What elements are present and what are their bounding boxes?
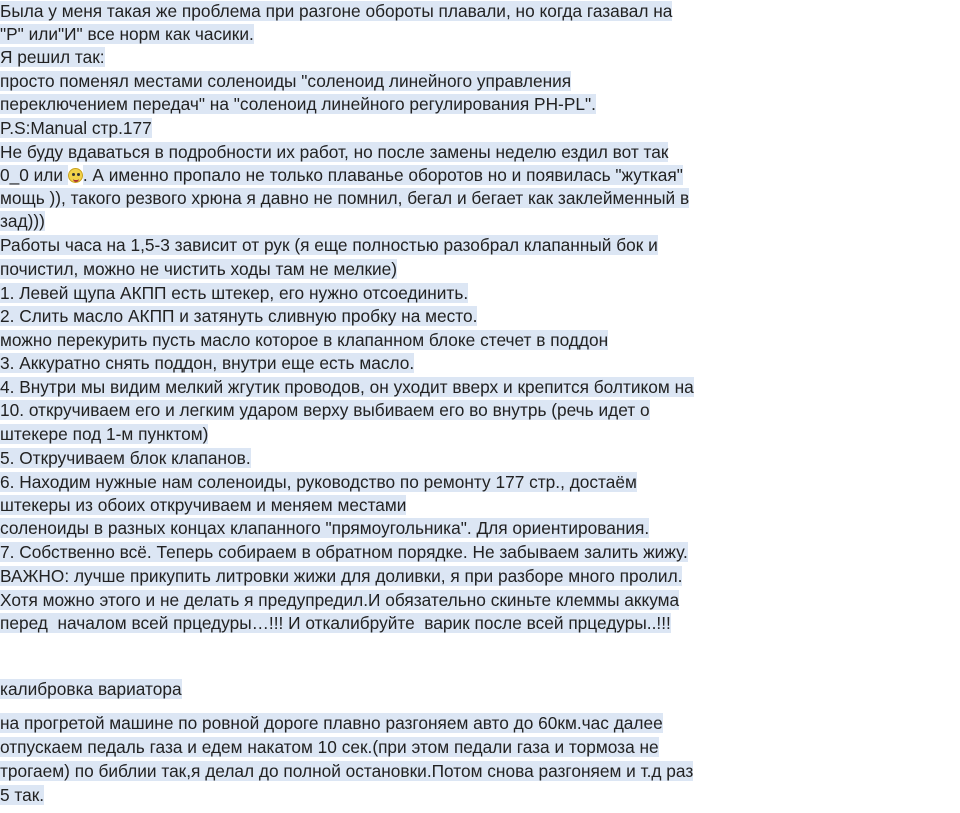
text-line: соленоиды в разных концах клапанного "прямоугольника". Для ориентирования. [0,518,650,538]
text-line: на прогретой машине по ровной дороге плавно разгоняем авто до 60км.час далее [0,713,663,733]
text-line: Не буду вдаваться в подробности их работ, но после замены неделю ездил вот так [0,142,669,162]
text-line: 10. откручиваем его и легким ударом верху выбиваем его во внутрь (речь идет о [0,400,650,420]
text-line: 5. Откручиваем блок клапанов. [0,448,251,468]
text-line: 4. Внутри мы видим мелкий жгутик проводов, он уходит вверх и крепится болтиком на [0,377,694,397]
text-line: Работы часа на 1,5-3 зависит от рук (я еще полностью разобрал клапанный бок и [0,235,658,255]
text-line: 0_0 или . А именно пропало не только плаванье оборотов но и появилась "жуткая" [0,165,683,185]
text-line: почистил, можно не чистить ходы там не мелкие) [0,259,398,279]
text-line: 5 так. [0,785,45,805]
text-line: 3. Аккуратно снять поддон, внутри еще есть масло. [0,353,415,373]
text-line: 1. Левей щупа АКПП есть штекер, его нужно отсоединить. [0,283,469,303]
text-line: перед началом всей прцедуры…!!! И откалибруйте варик после всей прцедуры..!!! [0,613,671,633]
smiley-tongue-icon [68,168,83,183]
text-line: трогаем) по библии так,я делал до полной остановки.Потом снова разгоняем и т.д раз [0,761,694,781]
text-line: Была у меня такая же проблема при разгоне обороты плавали, но когда газавал на [0,1,673,21]
text-line: штекеры из обоих откручиваем и меняем местами [0,495,407,515]
text-line: 6. Находим нужные нам соленоиды, руководство по ремонту 177 стр., достаём [0,472,637,492]
text-line: "P" или"И" все норм как часики. [0,24,254,44]
text-line: мощь )), такого резвого хрюна я давно не помнил, бегал и бегает как заклейменный в [0,188,690,208]
text-line: можно перекурить пусть масло которое в клапанном блоке стечет в поддон [0,330,609,350]
text-line: переключением передач" на "соленоид линейного регулирования PH-PL". [0,94,596,114]
text-line: штекере под 1-м пунктом) [0,424,209,444]
text-line: 2. Слить масло АКПП и затянуть сливную пробку на место. [0,306,478,326]
text-line: Я решил так: [0,47,105,67]
text-line: отпускаем педаль газа и едем накатом 10 сек.(при этом педали газа и тормоза не [0,737,659,757]
text-line: Хотя можно этого и не делать я предупредил.И обязательно скиньте клеммы аккума [0,590,680,610]
text-line: 7. Собственно всё. Теперь собираем в обратном порядке. Не забываем залить жижу. [0,542,688,562]
section-heading: калибровка вариатора [0,679,182,699]
text-line: P.S:Manual стр.177 [0,118,152,138]
text-line: зад))) [0,211,45,231]
text-line: просто поменял местами соленоиды "соленоид линейного управления [0,71,572,91]
text-line: ВАЖНО: лучше прикупить литровки жижи для доливки, я при разборе много пролил. [0,566,683,586]
